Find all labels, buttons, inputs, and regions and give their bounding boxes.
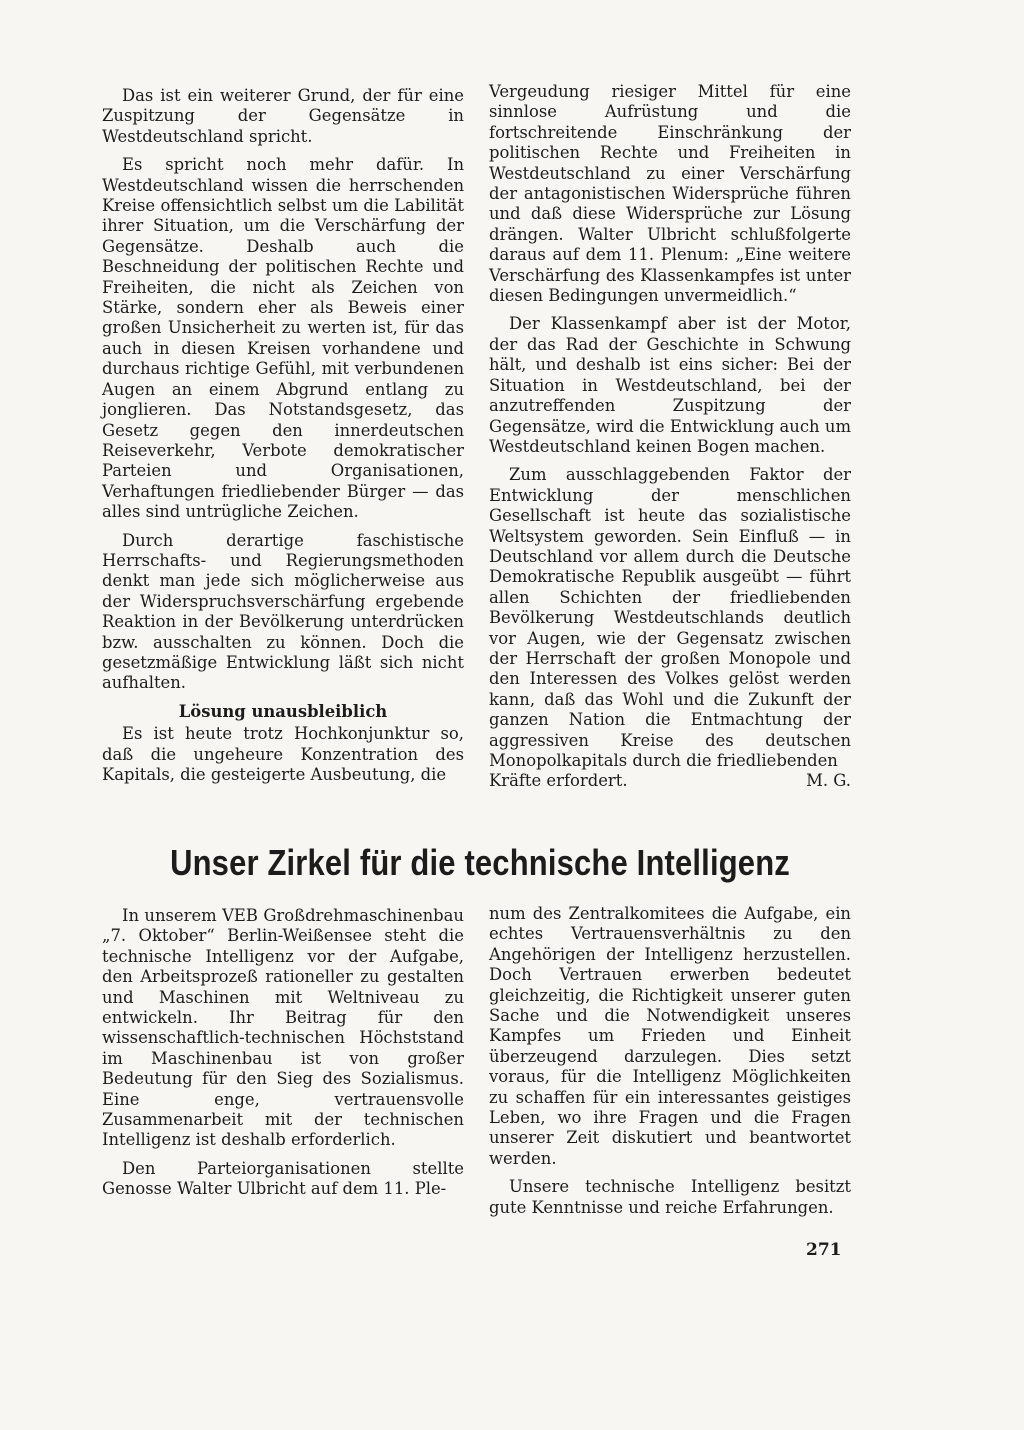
paragraph: Zum ausschlaggebenden Faktor der Entwicklung der menschlichen Gesellschaft ist heute das sozialistische Weltsystem geworden. Sein Einfluß — in Deutschland vor allem durch die Deutsche Demokratische Republik ausgeübt — führt allen Schichten der friedliebenden Bevölkerung Westdeutschlands deutlich vor Augen, wie der Gegensatz zwischen der Herrschaft der großen Monopole und den Interessen des Volkes gelöst werden kann, daß das Wohl und die Zukunft der ganzen Nation die Entmachtung der aggressiven Kreise des deutschen Monopolkapitals durch die friedliebenden (489, 465, 851, 770)
subheading: Lösung unausbleiblich (178, 701, 388, 721)
author-signature: M. G. (806, 771, 851, 791)
paragraph: Es ist heute trotz Hochkonjunktur so, daß die ungeheure Konzentration des Kapitals, die gesteigerte Ausbeutung, die (102, 724, 464, 784)
closing-line (489, 771, 851, 791)
paragraph: num des Zentralkomitees die Aufgabe, ein echtes Vertrauensverhältnis zu den Angehörigen der Intelligenz herzustellen. Doch Vertrauen erwerben bedeutet gleichzeitig, die Richtigkeit unserer guten Sache und die Notwendigkeit unseres Kampfes um Frieden und Einheit überzeugend darzulegen. Dies setzt voraus, für die Intelligenz Möglichkeiten zu schaffen für ein interessantes geistiges Leben, wo ihre Fragen und die Fragen unserer Zeit diskutiert und beantwortet werden. (489, 904, 851, 1168)
article1-left-column (102, 86, 464, 793)
paragraph: Den Parteiorganisationen stellte Genosse Walter Ulbricht auf dem 11. Ple- (102, 1158, 464, 1199)
paragraph: Unsere technische Intelligenz besitzt gute Kenntnisse und reiche Erfahrungen. (489, 1177, 851, 1217)
closing-text: Kräfte erfordert. (489, 771, 628, 791)
paragraph: In unserem VEB Großdrehmaschinenbau „7. Oktober“ Berlin-Weißensee steht die technische Intelligenz vor der Aufgabe, den Arbeitsprozeß rationeller zu gestalten und Maschinen mit Weltniveau zu entwickeln. Ihr Beitrag für den wissenschaftlich-technischen Höchststand im Maschinenbau ist von großer Bedeutung für den Sieg des Sozialismus. Eine enge, vertrauensvolle Zusammenarbeit mit der technischen Intelligenz ist deshalb erforderlich. (102, 906, 464, 1150)
paragraph: Durch derartige faschistische Herrschafts- und Regierungsmethoden denkt man jede sich möglicherweise aus der Widerspruchsverschärfung ergebende Reaktion in der Bevölkerung unterdrücken bzw. ausschalten zu können. Doch die gesetzmäßige Entwicklung läßt sich nicht aufhalten. (102, 530, 464, 693)
article2-left-column (102, 906, 464, 1208)
paragraph: Es spricht noch mehr dafür. In Westdeutschland wissen die herrschenden Kreise offensichtlich selbst um die Labilität ihrer Situation, um die Verschärfung der Gegensätze. Deshalb auch die Beschneidung der politischen Rechte und Freiheiten, die nicht als Zeichen von Stärke, sondern eher als Beweis einer großen Unsicherheit zu werten ist, für das auch in diesen Kreisen vorhandene und durchaus richtige Gefühl, mit verbundenen Augen an einem Abgrund entlang zu jonglieren. Das Notstandsgesetz, das Gesetz gegen den innerdeutschen Reiseverkehr, Verbote demokratischer Parteien und Organisationen, Verhaftungen friedliebender Bürger — das alles sind untrügliche Zeichen. (102, 155, 464, 522)
article-headline: Unser Zirkel für die technische Intelligenz (170, 842, 790, 883)
article1-right-column (489, 82, 851, 792)
page-number: 271 (806, 1240, 842, 1260)
paragraph: Vergeudung riesiger Mittel für eine sinnlose Aufrüstung und die fortschreitende Einschränkung der politischen Rechte und Freiheiten in Westdeutschland zu einer Verschärfung der antagonistischen Widersprüche führen und daß diese Widersprüche zur Lösung drängen. Walter Ulbricht schlußfolgerte daraus auf dem 11. Plenum: „Eine weitere Verschärfung des Klassenkampfes ist unter diesen Bedingungen unvermeidlich.“ (489, 82, 851, 306)
paragraph: Das ist ein weiterer Grund, der für eine Zuspitzung der Gegensätze in Westdeutschland spricht. (102, 86, 464, 146)
article2-right-column (489, 904, 851, 1226)
paragraph: Der Klassenkampf aber ist der Motor, der das Rad der Geschichte in Schwung hält, und deshalb ist eins sicher: Bei der Situation in Westdeutschland, bei der anzutreffenden Zuspitzung der Gegensätze, wird die Entwicklung auch um Westdeutschland keinen Bogen machen. (489, 314, 851, 456)
